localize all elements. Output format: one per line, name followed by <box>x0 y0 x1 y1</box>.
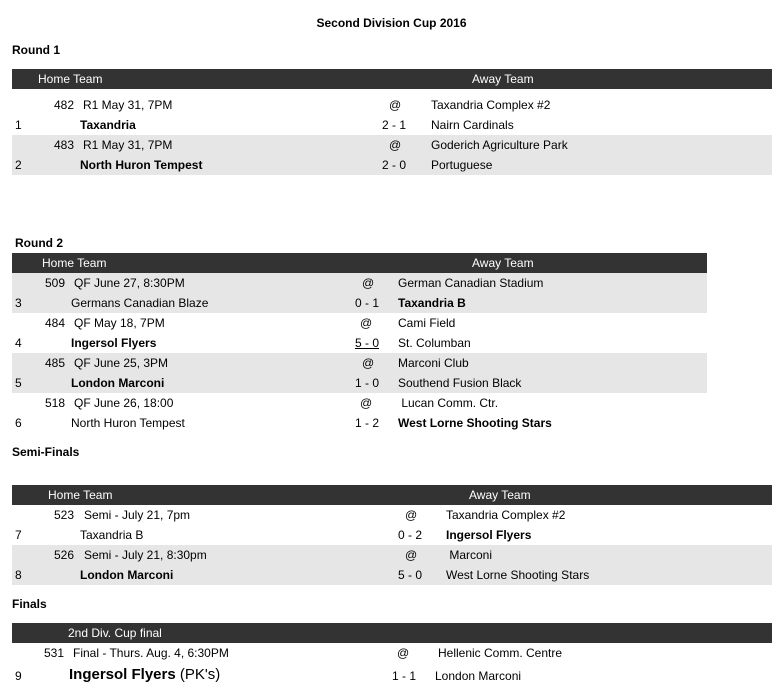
match-id: 485 <box>45 356 66 370</box>
venue: Hellenic Comm. Centre <box>438 646 563 660</box>
match-info: Semi - July 21, 8:30pm <box>84 548 207 562</box>
home-team: London Marconi <box>80 568 174 582</box>
match-number: 3 <box>15 296 22 310</box>
away-team: London Marconi <box>435 669 522 683</box>
away-team-header: Away Team <box>469 488 531 502</box>
semis-header <box>12 485 772 505</box>
match-id: 482 <box>54 98 75 112</box>
at-symbol: @ <box>405 508 418 522</box>
venue: Taxandria Complex #2 <box>431 98 551 112</box>
score: 0 - 1 <box>355 296 380 310</box>
venue: Marconi <box>446 548 493 562</box>
away-team: West Lorne Shooting Stars <box>398 416 552 430</box>
match-info: QF June 26, 18:00 <box>74 396 174 410</box>
match-number: 2 <box>15 158 22 172</box>
score: 0 - 2 <box>398 528 423 542</box>
match-info: Semi - July 21, 7pm <box>84 508 191 522</box>
match-info: R1 May 31, 7PM <box>83 98 173 112</box>
score: 2 - 1 <box>382 118 407 132</box>
at-symbol: @ <box>397 646 410 660</box>
at-symbol: @ <box>360 396 373 410</box>
home-team: London Marconi <box>71 376 165 390</box>
at-symbol: @ <box>389 138 402 152</box>
score: 5 - 0 <box>355 336 380 350</box>
at-symbol: @ <box>362 356 375 370</box>
away-team: Southend Fusion Black <box>398 376 522 390</box>
match-id: 526 <box>54 548 75 562</box>
match-info: Final - Thurs. Aug. 4, 6:30PM <box>73 646 229 660</box>
home-team: Ingersol Flyers <box>69 666 176 683</box>
match-id: 523 <box>54 508 75 522</box>
home-team: North Huron Tempest <box>80 158 203 172</box>
away-team-header: Away Team <box>472 256 534 270</box>
at-symbol: @ <box>362 276 375 290</box>
match-number: 7 <box>15 528 22 542</box>
semis-label: Semi-Finals <box>12 445 80 459</box>
home-team: North Huron Tempest <box>71 416 185 430</box>
home-team: Taxandria <box>80 118 136 132</box>
match-info: QF June 25, 3PM <box>74 356 169 370</box>
venue: German Canadian Stadium <box>398 276 544 290</box>
home-team-header: Home Team <box>38 72 103 86</box>
home-team: Ingersol Flyers <box>71 336 157 350</box>
away-team-header: Away Team <box>472 72 534 86</box>
match-number: 1 <box>15 118 22 132</box>
round1-header <box>12 69 772 89</box>
round2-header <box>12 253 707 273</box>
home-team-header: Home Team <box>48 488 113 502</box>
match-id: 509 <box>45 276 66 290</box>
home-team: Taxandria B <box>80 528 144 542</box>
pk-note: (PK's) <box>179 666 221 683</box>
away-team: St. Columban <box>398 336 471 350</box>
match-id: 483 <box>54 138 75 152</box>
match-id: 518 <box>45 396 66 410</box>
home-team-header: Home Team <box>42 256 107 270</box>
at-symbol: @ <box>389 98 402 112</box>
venue: Goderich Agriculture Park <box>431 138 568 152</box>
away-team: Nairn Cardinals <box>431 118 514 132</box>
match-number: 9 <box>15 669 22 683</box>
match-number: 6 <box>15 416 22 430</box>
finals-header <box>12 623 772 643</box>
venue: Marconi Club <box>398 356 469 370</box>
venue: Lucan Comm. Ctr. <box>398 396 499 410</box>
away-team: West Lorne Shooting Stars <box>446 568 590 582</box>
page-title: Second Division Cup 2016 <box>316 16 467 30</box>
away-team: Portuguese <box>431 158 493 172</box>
match-number: 8 <box>15 568 22 582</box>
home-team-final <box>69 666 220 683</box>
score: 1 - 2 <box>355 416 380 430</box>
final-header-title: 2nd Div. Cup final <box>68 626 162 640</box>
match-info: QF June 27, 8:30PM <box>74 276 185 290</box>
venue: Taxandria Complex #2 <box>446 508 566 522</box>
away-team: Taxandria B <box>398 296 466 310</box>
match-number: 4 <box>15 336 22 350</box>
match-info: QF May 18, 7PM <box>74 316 165 330</box>
at-symbol: @ <box>405 548 418 562</box>
match-info: R1 May 31, 7PM <box>83 138 173 152</box>
score: 5 - 0 <box>398 568 423 582</box>
match-id: 484 <box>45 316 66 330</box>
score: 1 - 1 <box>392 669 417 683</box>
score: 1 - 0 <box>355 376 380 390</box>
score: 2 - 0 <box>382 158 407 172</box>
at-symbol: @ <box>360 316 373 330</box>
finals-label: Finals <box>12 597 47 611</box>
match-id: 531 <box>44 646 65 660</box>
round2-label: Round 2 <box>15 236 63 250</box>
home-team: Germans Canadian Blaze <box>71 296 209 310</box>
match-number: 5 <box>15 376 22 390</box>
venue: Cami Field <box>398 316 456 330</box>
round1-label: Round 1 <box>12 43 60 57</box>
away-team: Ingersol Flyers <box>446 528 532 542</box>
